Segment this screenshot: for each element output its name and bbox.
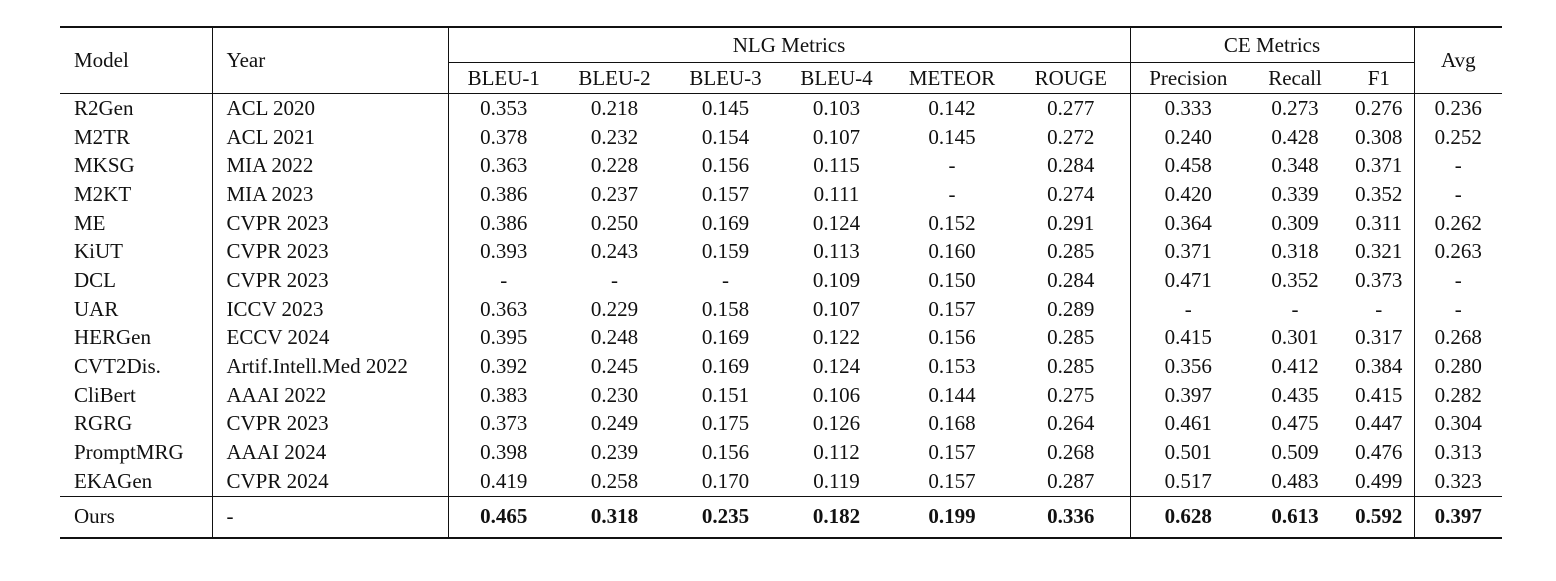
cell-bleu-2: 0.258 bbox=[590, 468, 639, 493]
header-avg: Avg bbox=[1414, 27, 1502, 94]
cell-meteor: - bbox=[948, 153, 956, 178]
cell-f1: 0.321 bbox=[1355, 239, 1403, 264]
cell-bleu-3: 0.151 bbox=[701, 382, 750, 407]
ours-bleu-1: 0.465 bbox=[448, 496, 559, 538]
ours-f1: 0.592 bbox=[1355, 504, 1403, 529]
cell-bleu-2: 0.245 bbox=[590, 354, 639, 379]
table-row bbox=[60, 209, 1502, 238]
cell-year: ICCV 2023 bbox=[212, 295, 448, 324]
cell-bleu-2: 0.232 bbox=[590, 124, 639, 149]
cell-recall: 0.301 bbox=[1271, 325, 1319, 350]
cell-avg: 0.282 bbox=[1414, 381, 1502, 410]
cell-bleu-4: 0.119 bbox=[813, 468, 860, 493]
cell-bleu-3: 0.158 bbox=[701, 296, 750, 321]
cell-year: CVPR 2024 bbox=[212, 467, 448, 496]
header-rouge: ROUGE bbox=[1012, 63, 1130, 94]
cell-bleu-2: 0.230 bbox=[590, 382, 639, 407]
cell-bleu-4: 0.115 bbox=[813, 153, 860, 178]
cell-f1: - bbox=[1375, 296, 1383, 321]
table-row bbox=[60, 467, 1502, 496]
cell-rouge: 0.284 bbox=[1047, 267, 1095, 292]
cell-bleu-2: 0.250 bbox=[590, 210, 639, 235]
cell-precision: 0.501 bbox=[1130, 438, 1246, 467]
cell-bleu-2: - bbox=[611, 267, 618, 292]
cell-precision: 0.356 bbox=[1130, 352, 1246, 381]
cell-year: MIA 2023 bbox=[212, 180, 448, 209]
cell-f1: 0.447 bbox=[1355, 411, 1403, 436]
cell-f1: 0.317 bbox=[1355, 325, 1403, 350]
cell-model: M2TR bbox=[74, 124, 131, 149]
results-table bbox=[60, 26, 1502, 539]
cell-year: MIA 2022 bbox=[212, 151, 448, 180]
cell-bleu-4: 0.111 bbox=[813, 181, 860, 206]
cell-bleu-4: 0.126 bbox=[812, 411, 861, 436]
header-precision: Precision bbox=[1130, 63, 1246, 94]
ours-year: - bbox=[212, 496, 448, 538]
cell-bleu-1: 0.378 bbox=[448, 123, 559, 152]
cell-meteor: 0.144 bbox=[928, 382, 976, 407]
cell-year: CVPR 2023 bbox=[212, 410, 448, 439]
cell-meteor: 0.153 bbox=[928, 354, 976, 379]
cell-bleu-1: 0.383 bbox=[448, 381, 559, 410]
cell-model: ME bbox=[74, 210, 106, 235]
cell-bleu-3: 0.169 bbox=[701, 354, 750, 379]
cell-meteor: 0.142 bbox=[928, 95, 976, 120]
cell-model: R2Gen bbox=[74, 95, 134, 120]
cell-precision: 0.461 bbox=[1130, 410, 1246, 439]
cell-recall: 0.318 bbox=[1271, 239, 1319, 264]
cell-avg: - bbox=[1414, 151, 1502, 180]
cell-bleu-3: 0.159 bbox=[701, 239, 750, 264]
cell-model: MKSG bbox=[74, 153, 135, 178]
cell-bleu-3: 0.154 bbox=[701, 124, 750, 149]
cell-bleu-2: 0.218 bbox=[590, 95, 639, 120]
cell-avg: 0.313 bbox=[1414, 438, 1502, 467]
table-row bbox=[60, 266, 1502, 295]
table-row bbox=[60, 438, 1502, 467]
cell-bleu-4: 0.107 bbox=[812, 124, 861, 149]
cell-avg: 0.252 bbox=[1414, 123, 1502, 152]
cell-f1: 0.415 bbox=[1355, 382, 1403, 407]
cell-bleu-4: 0.109 bbox=[812, 267, 861, 292]
cell-meteor: 0.168 bbox=[928, 411, 976, 436]
cell-rouge: 0.268 bbox=[1047, 440, 1095, 465]
header-bleu-3: BLEU-3 bbox=[670, 63, 781, 94]
cell-rouge: 0.285 bbox=[1047, 325, 1095, 350]
table-row bbox=[60, 381, 1502, 410]
cell-avg: 0.280 bbox=[1414, 352, 1502, 381]
cell-year: Artif.Intell.Med 2022 bbox=[212, 352, 448, 381]
cell-avg: 0.236 bbox=[1414, 94, 1502, 123]
cell-bleu-1: 0.363 bbox=[448, 151, 559, 180]
ours-bleu-3: 0.235 bbox=[701, 504, 750, 529]
cell-bleu-2: 0.243 bbox=[590, 239, 639, 264]
cell-bleu-2: 0.237 bbox=[590, 181, 639, 206]
cell-bleu-1: 0.419 bbox=[448, 467, 559, 496]
cell-model: CVT2Dis. bbox=[74, 354, 161, 379]
cell-f1: 0.371 bbox=[1355, 153, 1403, 178]
ours-recall: 0.613 bbox=[1271, 504, 1319, 529]
header-nlg-metrics: NLG Metrics bbox=[448, 27, 1130, 63]
cell-rouge: 0.287 bbox=[1047, 468, 1095, 493]
cell-avg: 0.263 bbox=[1414, 237, 1502, 266]
cell-rouge: 0.291 bbox=[1047, 210, 1095, 235]
cell-rouge: 0.275 bbox=[1047, 382, 1095, 407]
cell-rouge: 0.272 bbox=[1047, 124, 1095, 149]
ours-rouge: 0.336 bbox=[1047, 504, 1095, 529]
cell-model: M2KT bbox=[74, 181, 132, 206]
cell-model: KiUT bbox=[74, 239, 123, 264]
cell-year: ACL 2021 bbox=[212, 123, 448, 152]
ours-bleu-2: 0.318 bbox=[590, 504, 639, 529]
cell-year: CVPR 2023 bbox=[212, 266, 448, 295]
cell-bleu-4: 0.124 bbox=[812, 210, 861, 235]
cell-precision: - bbox=[1130, 295, 1246, 324]
header-recall: Recall bbox=[1246, 63, 1344, 94]
cell-recall: 0.428 bbox=[1271, 124, 1319, 149]
cell-recall: - bbox=[1291, 296, 1299, 321]
cell-bleu-3: 0.156 bbox=[701, 440, 750, 465]
cell-f1: 0.311 bbox=[1355, 210, 1403, 235]
table-row bbox=[60, 237, 1502, 266]
cell-precision: 0.371 bbox=[1130, 237, 1246, 266]
cell-year: ECCV 2024 bbox=[212, 324, 448, 353]
cell-bleu-1: 0.353 bbox=[448, 94, 559, 123]
ours-avg: 0.397 bbox=[1414, 496, 1502, 538]
cell-meteor: 0.157 bbox=[928, 296, 976, 321]
cell-f1: 0.308 bbox=[1355, 124, 1403, 149]
cell-precision: 0.240 bbox=[1130, 123, 1246, 152]
cell-avg: - bbox=[1414, 180, 1502, 209]
cell-bleu-2: 0.229 bbox=[590, 296, 639, 321]
cell-f1: 0.276 bbox=[1355, 95, 1403, 120]
cell-bleu-2: 0.239 bbox=[590, 440, 639, 465]
cell-model: PromptMRG bbox=[74, 440, 184, 465]
cell-f1: 0.352 bbox=[1355, 181, 1403, 206]
cell-recall: 0.352 bbox=[1271, 267, 1319, 292]
cell-year: AAAI 2024 bbox=[212, 438, 448, 467]
cell-recall: 0.475 bbox=[1271, 411, 1319, 436]
ours-bleu-4: 0.182 bbox=[812, 504, 861, 529]
header-bleu-1: BLEU-1 bbox=[448, 63, 559, 94]
cell-avg: 0.262 bbox=[1414, 209, 1502, 238]
cell-recall: 0.435 bbox=[1271, 382, 1319, 407]
ours-row bbox=[60, 496, 1502, 538]
cell-meteor: 0.157 bbox=[928, 440, 976, 465]
cell-bleu-2: 0.228 bbox=[590, 153, 639, 178]
cell-meteor: 0.152 bbox=[928, 210, 976, 235]
cell-recall: 0.412 bbox=[1271, 354, 1319, 379]
cell-bleu-4: 0.112 bbox=[813, 440, 860, 465]
header-bleu-2: BLEU-2 bbox=[559, 63, 670, 94]
ours-meteor: 0.199 bbox=[928, 504, 976, 529]
cell-precision: 0.333 bbox=[1130, 94, 1246, 123]
cell-avg: - bbox=[1414, 295, 1502, 324]
cell-f1: 0.499 bbox=[1355, 468, 1403, 493]
cell-model: DCL bbox=[74, 267, 116, 292]
cell-rouge: 0.274 bbox=[1047, 181, 1095, 206]
cell-bleu-1: 0.386 bbox=[448, 180, 559, 209]
table-body bbox=[60, 94, 1502, 497]
cell-bleu-3: 0.145 bbox=[701, 95, 750, 120]
cell-avg: 0.268 bbox=[1414, 324, 1502, 353]
cell-bleu-3: 0.170 bbox=[701, 468, 750, 493]
cell-recall: 0.309 bbox=[1271, 210, 1319, 235]
cell-bleu-4: 0.103 bbox=[812, 95, 861, 120]
table-row bbox=[60, 324, 1502, 353]
header-bleu-4: BLEU-4 bbox=[781, 63, 892, 94]
header-f1: F1 bbox=[1344, 63, 1414, 94]
cell-meteor: 0.145 bbox=[928, 124, 976, 149]
cell-bleu-3: 0.157 bbox=[701, 181, 750, 206]
header-model: Model bbox=[60, 27, 212, 94]
table-row bbox=[60, 123, 1502, 152]
cell-bleu-1: 0.395 bbox=[448, 324, 559, 353]
cell-rouge: 0.277 bbox=[1047, 95, 1095, 120]
cell-rouge: 0.289 bbox=[1047, 296, 1095, 321]
cell-bleu-1: 0.363 bbox=[448, 295, 559, 324]
cell-year: CVPR 2023 bbox=[212, 209, 448, 238]
cell-bleu-3: 0.169 bbox=[701, 210, 750, 235]
cell-meteor: - bbox=[948, 181, 956, 206]
cell-rouge: 0.264 bbox=[1047, 411, 1095, 436]
cell-rouge: 0.285 bbox=[1047, 354, 1095, 379]
cell-bleu-1: 0.398 bbox=[448, 438, 559, 467]
cell-rouge: 0.285 bbox=[1047, 239, 1095, 264]
header-year: Year bbox=[212, 27, 448, 94]
cell-bleu-4: 0.124 bbox=[812, 354, 861, 379]
cell-bleu-1: 0.373 bbox=[448, 410, 559, 439]
cell-f1: 0.476 bbox=[1355, 440, 1403, 465]
cell-bleu-4: 0.113 bbox=[813, 239, 860, 264]
cell-year: AAAI 2022 bbox=[212, 381, 448, 410]
ours-model: Ours bbox=[74, 504, 115, 529]
cell-bleu-4: 0.106 bbox=[812, 382, 861, 407]
table-row bbox=[60, 94, 1502, 123]
ours-precision: 0.628 bbox=[1130, 496, 1246, 538]
cell-precision: 0.471 bbox=[1130, 266, 1246, 295]
cell-precision: 0.415 bbox=[1130, 324, 1246, 353]
cell-precision: 0.458 bbox=[1130, 151, 1246, 180]
table-row bbox=[60, 151, 1502, 180]
cell-bleu-4: 0.122 bbox=[812, 325, 861, 350]
table-row bbox=[60, 352, 1502, 381]
cell-recall: 0.348 bbox=[1271, 153, 1319, 178]
cell-bleu-1: 0.393 bbox=[448, 237, 559, 266]
cell-precision: 0.397 bbox=[1130, 381, 1246, 410]
cell-year: CVPR 2023 bbox=[212, 237, 448, 266]
cell-rouge: 0.284 bbox=[1047, 153, 1095, 178]
cell-meteor: 0.150 bbox=[928, 267, 976, 292]
cell-precision: 0.364 bbox=[1130, 209, 1246, 238]
table-row bbox=[60, 410, 1502, 439]
cell-model: RGRG bbox=[74, 411, 133, 436]
cell-avg: - bbox=[1414, 266, 1502, 295]
cell-recall: 0.273 bbox=[1271, 95, 1319, 120]
cell-model: EKAGen bbox=[74, 468, 153, 493]
header-meteor: METEOR bbox=[892, 63, 1012, 94]
cell-model: UAR bbox=[74, 296, 119, 321]
cell-recall: 0.339 bbox=[1271, 181, 1319, 206]
cell-f1: 0.384 bbox=[1355, 354, 1403, 379]
cell-bleu-3: 0.156 bbox=[701, 153, 750, 178]
cell-model: CliBert bbox=[74, 382, 136, 407]
cell-recall: 0.483 bbox=[1271, 468, 1319, 493]
cell-f1: 0.373 bbox=[1355, 267, 1403, 292]
cell-year: ACL 2020 bbox=[212, 94, 448, 123]
cell-precision: 0.517 bbox=[1130, 467, 1246, 496]
cell-bleu-4: 0.107 bbox=[812, 296, 861, 321]
cell-bleu-2: 0.248 bbox=[590, 325, 639, 350]
cell-model: HERGen bbox=[74, 325, 151, 350]
cell-recall: 0.509 bbox=[1271, 440, 1319, 465]
cell-precision: 0.420 bbox=[1130, 180, 1246, 209]
cell-avg: 0.323 bbox=[1414, 467, 1502, 496]
cell-meteor: 0.157 bbox=[928, 468, 976, 493]
cell-bleu-2: 0.249 bbox=[590, 411, 639, 436]
table-row bbox=[60, 180, 1502, 209]
cell-bleu-1: 0.392 bbox=[448, 352, 559, 381]
table-row bbox=[60, 295, 1502, 324]
header-ce-metrics: CE Metrics bbox=[1130, 27, 1414, 63]
cell-meteor: 0.156 bbox=[928, 325, 976, 350]
cell-avg: 0.304 bbox=[1414, 410, 1502, 439]
cell-bleu-3: 0.175 bbox=[701, 411, 750, 436]
cell-bleu-3: 0.169 bbox=[701, 325, 750, 350]
cell-bleu-1: 0.386 bbox=[448, 209, 559, 238]
cell-meteor: 0.160 bbox=[928, 239, 976, 264]
cell-bleu-1: - bbox=[448, 266, 559, 295]
cell-bleu-3: - bbox=[722, 267, 729, 292]
